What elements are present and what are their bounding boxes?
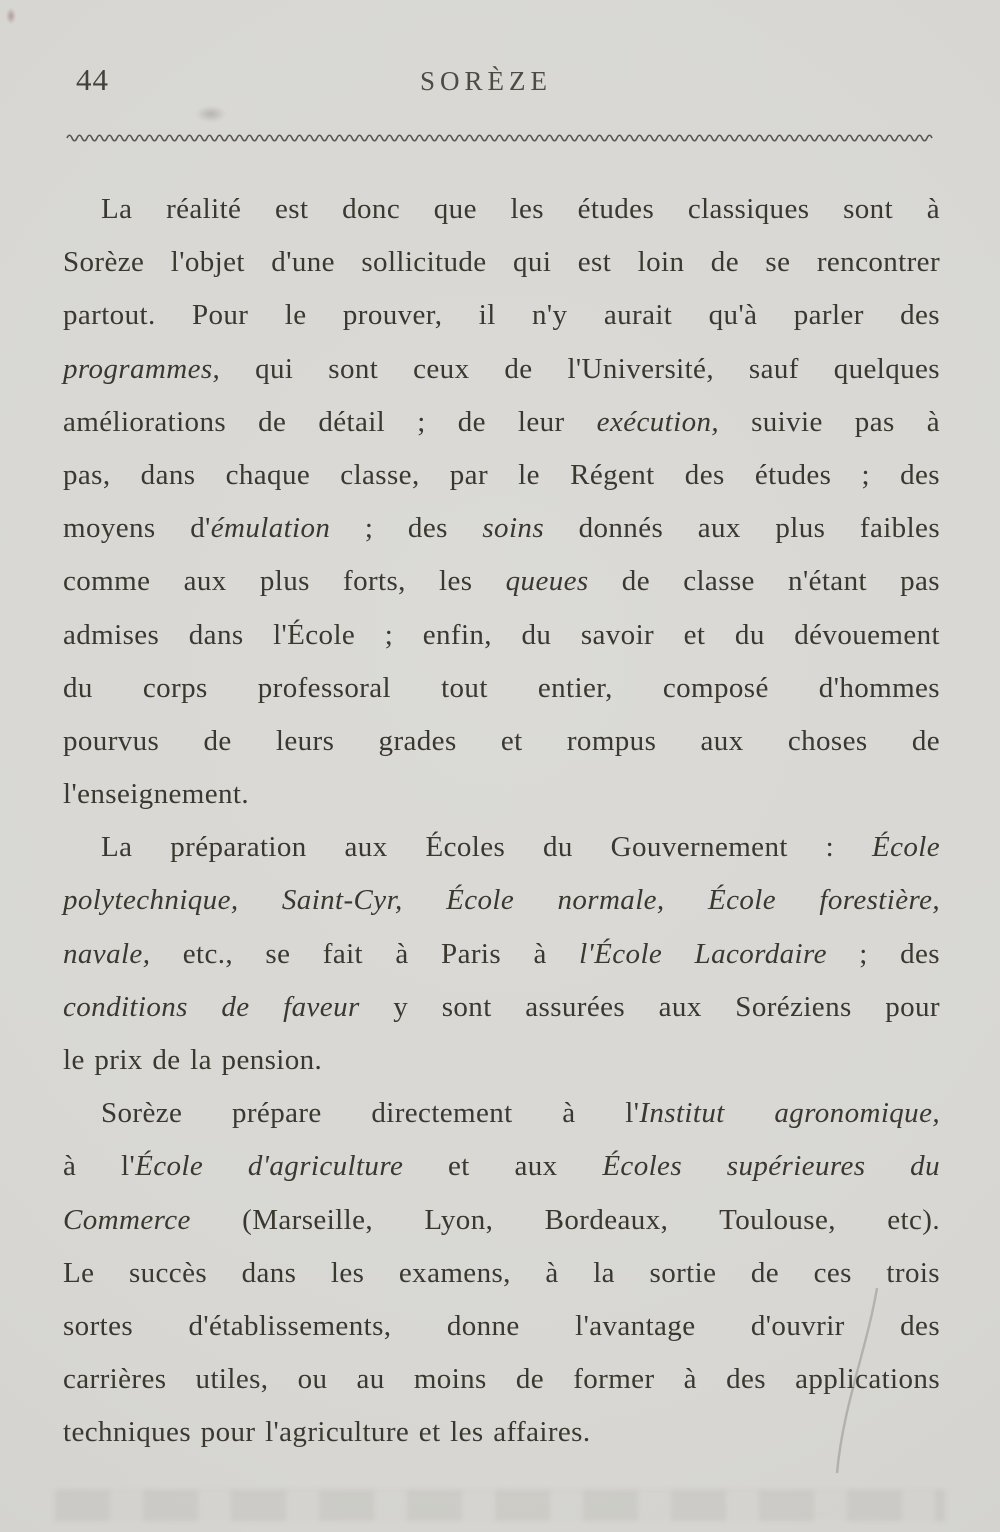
italic-text-segment: exécution, — [596, 405, 720, 438]
text-line — [63, 1034, 940, 1087]
text-line — [63, 1406, 940, 1459]
text-segment: pourvus de leurs grades et rompus aux choses de — [63, 724, 940, 757]
text-segment: carrières utiles, ou au moins de former à des applications — [63, 1363, 940, 1396]
text-line — [63, 343, 940, 396]
text-segment: comme aux plus forts, les — [63, 565, 506, 598]
running-title: SORÈZE — [419, 66, 552, 96]
text-line — [63, 715, 940, 768]
text-line — [63, 502, 940, 555]
italic-text-segment: École d'agriculture — [135, 1150, 404, 1183]
text-segment: Sorèze prépare directement à l' — [101, 1097, 640, 1130]
text-segment: donnés aux plus faibles — [544, 512, 940, 545]
italic-text-segment: navale, — [63, 937, 151, 970]
text-segment: de classe n'étant pas — [588, 565, 940, 598]
text-segment: Sorèze l'objet d'une sollicitude qui est loin de se rencontrer — [63, 246, 940, 279]
text-segment: partout. Pour le prouver, il n'y aurait qu'à parler des — [63, 299, 940, 332]
text-segment: Le succès dans les examens, à la sortie de ces trois — [63, 1256, 940, 1289]
text-segment: le prix de la pension. — [63, 1044, 323, 1076]
text-segment: qui sont ceux de l'Université, sauf quelques — [220, 352, 940, 385]
wavy-rule-path — [67, 135, 932, 141]
text-segment: suivie pas à — [719, 405, 940, 438]
text-line — [63, 183, 940, 236]
text-segment: admises dans l'École ; enfin, du savoir et du dévouement — [63, 618, 940, 651]
text-segment: La réalité est donc que les études classiques sont à — [101, 193, 940, 225]
ink-smudge — [196, 106, 226, 122]
text-line — [63, 1300, 940, 1353]
text-line — [63, 1194, 940, 1247]
text-line — [63, 928, 940, 981]
text-line — [63, 981, 940, 1034]
text-line — [63, 1140, 940, 1193]
italic-text-segment: Institut agronomique, — [639, 1097, 940, 1130]
text-line — [63, 289, 940, 342]
italic-text-segment: polytechnique, Saint-Cyr, École normale, École forestière, — [63, 884, 940, 917]
page-body — [63, 183, 940, 1460]
text-line — [63, 609, 940, 662]
text-segment: l'enseignement. — [63, 778, 249, 811]
italic-text-segment: Écoles supérieures du — [602, 1150, 940, 1183]
text-segment: améliorations de détail ; de leur — [63, 405, 597, 438]
text-segment: sortes d'établissements, donne l'avantage d'ouvrir des — [63, 1309, 940, 1342]
text-segment: y sont assurées aux Soréziens pour — [359, 990, 940, 1023]
text-line — [63, 1247, 940, 1300]
text-segment: ; des — [826, 937, 940, 970]
text-segment: pas, dans chaque classe, par le Régent des études ; des — [63, 458, 940, 491]
text-line — [63, 1353, 940, 1406]
text-segment: du corps professoral tout entier, composé d'hommes — [63, 671, 940, 704]
text-segment: ; des — [330, 512, 483, 545]
bleed-through-ghost — [55, 1490, 945, 1521]
text-segment: La préparation aux Écoles du Gouvernement : — [101, 831, 872, 864]
italic-text-segment: conditions de faveur — [63, 990, 360, 1023]
text-segment: etc., se fait à Paris à — [150, 937, 580, 970]
text-segment: techniques pour l'agriculture et les affaires. — [63, 1416, 591, 1449]
italic-text-segment: émulation — [210, 512, 331, 545]
wavy-rule — [66, 131, 938, 145]
italic-text-segment: École — [871, 831, 940, 864]
italic-text-segment: programmes, — [63, 352, 221, 385]
text-segment: et aux — [403, 1150, 603, 1183]
text-line — [63, 236, 940, 289]
page-number: 44 — [76, 62, 109, 97]
text-line — [63, 449, 940, 502]
text-line — [63, 662, 940, 715]
text-line — [63, 396, 940, 449]
corner-speck — [6, 8, 16, 24]
italic-text-segment: Commerce — [63, 1203, 191, 1236]
text-line — [63, 768, 940, 821]
text-segment: moyens d' — [63, 512, 211, 545]
text-line — [63, 1087, 940, 1140]
italic-text-segment: queues — [505, 565, 589, 598]
italic-text-segment: soins — [482, 512, 545, 545]
text-line — [63, 555, 940, 608]
text-line — [63, 874, 940, 927]
text-line — [63, 821, 940, 874]
text-segment: à l' — [63, 1150, 136, 1183]
italic-text-segment: l'École Lacordaire — [579, 937, 827, 970]
text-segment: (Marseille, Lyon, Bordeaux, Toulouse, etc). — [190, 1203, 940, 1236]
